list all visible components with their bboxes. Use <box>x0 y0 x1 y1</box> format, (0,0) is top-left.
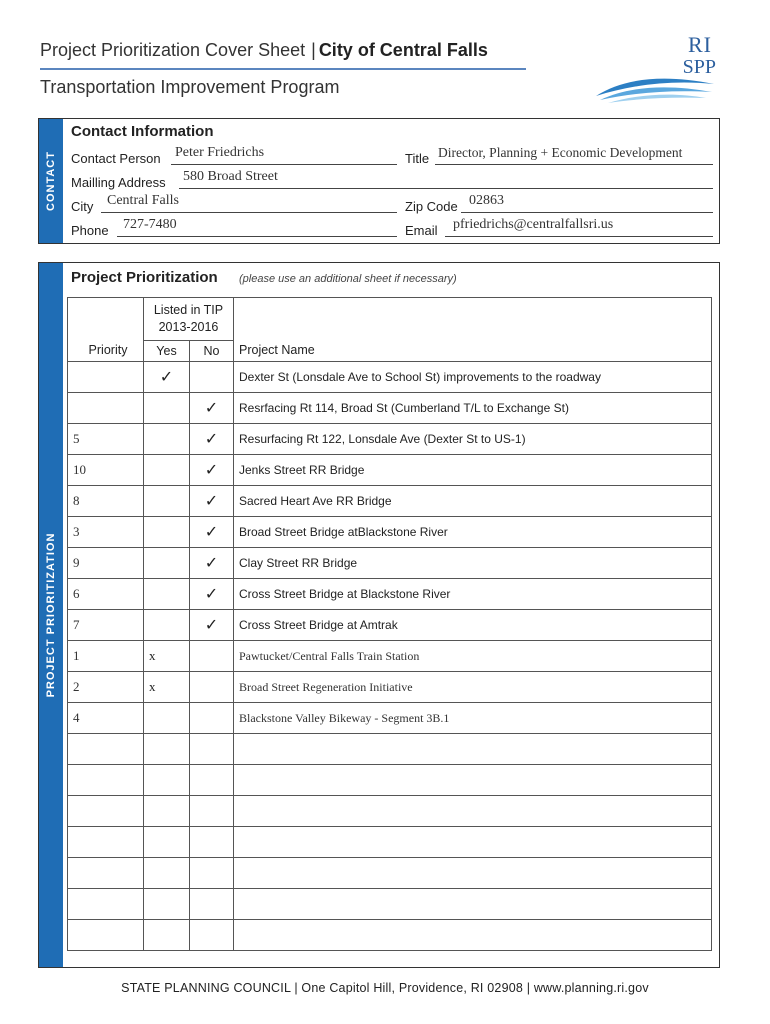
table-row <box>68 548 712 579</box>
table-header-row <box>68 298 712 341</box>
project-name-cell <box>234 889 712 920</box>
priority-cell <box>68 734 144 765</box>
yes-cell <box>144 610 190 641</box>
table-row <box>68 703 712 734</box>
table-row <box>68 734 712 765</box>
priority-cell: 2 <box>68 672 144 703</box>
priority-cell: 7 <box>68 610 144 641</box>
table-row <box>68 827 712 858</box>
prioritization-side-bar <box>39 263 63 967</box>
priority-cell: 6 <box>68 579 144 610</box>
project-name-cell <box>234 734 712 765</box>
no-header: No <box>190 341 234 362</box>
priority-cell <box>68 393 144 424</box>
no-cell <box>190 734 234 765</box>
priority-cell: 9 <box>68 548 144 579</box>
yes-cell <box>144 517 190 548</box>
table-row <box>68 641 712 672</box>
no-cell: ✓ <box>190 424 234 455</box>
no-cell <box>190 765 234 796</box>
project-name-cell: Sacred Heart Ave RR Bridge <box>234 486 712 517</box>
city-name: City of Central Falls <box>318 40 488 60</box>
table-row <box>68 765 712 796</box>
yes-header: Yes <box>144 341 190 362</box>
table-row <box>68 393 712 424</box>
yes-cell <box>144 858 190 889</box>
priority-cell: 5 <box>68 424 144 455</box>
table-row <box>68 424 712 455</box>
project-name-cell: Resrfacing Rt 114, Broad St (Cumberland T/L to Exchange St) <box>234 393 712 424</box>
yes-cell <box>144 548 190 579</box>
project-name-cell: Resurfacing Rt 122, Lonsdale Ave (Dexter St to US-1) <box>234 424 712 455</box>
no-cell <box>190 796 234 827</box>
contact-side-bar <box>39 119 63 243</box>
priority-cell <box>68 827 144 858</box>
yes-cell <box>144 703 190 734</box>
no-cell <box>190 889 234 920</box>
header-rule <box>40 68 526 70</box>
priority-cell <box>68 765 144 796</box>
address-value: 580 Broad Street <box>183 169 278 184</box>
priority-cell: 3 <box>68 517 144 548</box>
table-row <box>68 796 712 827</box>
page-subtitle: Transportation Improvement Program <box>40 77 340 97</box>
yes-cell <box>144 579 190 610</box>
listed-in-tip-header: Listed in TIP 2013-2016 <box>144 298 234 341</box>
project-rows <box>68 362 712 951</box>
priority-header: Priority <box>68 298 144 362</box>
project-name-cell <box>234 920 712 951</box>
project-name-cell: Cross Street Bridge at Amtrak <box>234 610 712 641</box>
table-row <box>68 672 712 703</box>
project-name-cell: Clay Street RR Bridge <box>234 548 712 579</box>
table-row <box>68 455 712 486</box>
priority-cell <box>68 796 144 827</box>
no-cell: ✓ <box>190 455 234 486</box>
no-cell: ✓ <box>190 548 234 579</box>
zip-value: 02863 <box>469 193 504 208</box>
contact-person-value: Peter Friedrichs <box>175 145 265 160</box>
project-name-cell: Broad Street Bridge atBlackstone River <box>234 517 712 548</box>
email-label: Email <box>405 223 438 238</box>
phone-value: 727-7480 <box>123 217 177 232</box>
prioritization-note: (please use an additional sheet if necessary) <box>239 273 457 285</box>
ri-spp-logo <box>594 26 724 104</box>
no-cell: ✓ <box>190 610 234 641</box>
no-cell <box>190 858 234 889</box>
priority-cell: 4 <box>68 703 144 734</box>
city-value: Central Falls <box>107 193 179 208</box>
yes-cell <box>144 920 190 951</box>
project-name-cell <box>234 858 712 889</box>
no-cell <box>190 641 234 672</box>
wave-icon <box>594 70 716 104</box>
table-row <box>68 610 712 641</box>
project-name-cell: Dexter St (Lonsdale Ave to School St) improvements to the roadway <box>234 362 712 393</box>
project-name-cell: Pawtucket/Central Falls Train Station <box>234 641 712 672</box>
prioritization-side-label: PROJECT PRIORITIZATION <box>45 532 57 698</box>
page-title <box>40 40 488 61</box>
priority-cell <box>68 362 144 393</box>
table-row <box>68 920 712 951</box>
table-row <box>68 486 712 517</box>
priority-cell <box>68 920 144 951</box>
priority-cell: 10 <box>68 455 144 486</box>
contact-side-label: CONTACT <box>45 151 57 211</box>
logo-spp-text: SPP <box>682 56 716 78</box>
yes-cell: x <box>144 672 190 703</box>
yes-cell <box>144 455 190 486</box>
project-name-cell <box>234 796 712 827</box>
no-cell <box>190 827 234 858</box>
table-row <box>68 889 712 920</box>
table-row <box>68 362 712 393</box>
yes-cell <box>144 827 190 858</box>
contact-section <box>38 118 720 244</box>
table-row <box>68 579 712 610</box>
no-cell: ✓ <box>190 486 234 517</box>
no-cell: ✓ <box>190 393 234 424</box>
city-label: City <box>71 199 94 214</box>
priority-cell <box>68 858 144 889</box>
priority-cell: 8 <box>68 486 144 517</box>
document-title: Project Prioritization Cover Sheet <box>40 40 306 60</box>
yes-cell <box>144 889 190 920</box>
zip-label: Zip Code <box>405 199 458 214</box>
contact-heading: Contact Information <box>71 123 214 140</box>
no-cell <box>190 703 234 734</box>
project-name-cell: Blackstone Valley Bikeway - Segment 3B.1 <box>234 703 712 734</box>
yes-cell <box>144 424 190 455</box>
title-separator: | <box>311 40 316 60</box>
project-name-cell: Cross Street Bridge at Blackstone River <box>234 579 712 610</box>
project-name-cell <box>234 765 712 796</box>
yes-cell <box>144 796 190 827</box>
contact-person-label: Contact Person <box>71 151 161 166</box>
email-value: pfriedrichs@centralfallsri.us <box>453 217 614 232</box>
no-cell <box>190 362 234 393</box>
prioritization-heading: Project Prioritization <box>71 269 218 286</box>
yes-cell <box>144 765 190 796</box>
priority-cell <box>68 889 144 920</box>
project-name-cell: Jenks Street RR Bridge <box>234 455 712 486</box>
yes-cell <box>144 393 190 424</box>
no-cell <box>190 920 234 951</box>
address-label: Mailling Address <box>71 175 166 190</box>
table-row <box>68 858 712 889</box>
project-name-cell <box>234 827 712 858</box>
yes-cell: ✓ <box>144 362 190 393</box>
logo-ri-text: RI <box>688 32 712 57</box>
title-value: Director, Planning + Economic Development <box>438 145 683 160</box>
table-row <box>68 517 712 548</box>
project-name-header: Project Name <box>234 298 712 362</box>
priority-cell: 1 <box>68 641 144 672</box>
title-label: Title <box>405 151 430 166</box>
prioritization-section <box>38 262 720 968</box>
yes-cell: x <box>144 641 190 672</box>
phone-label: Phone <box>71 223 109 238</box>
no-cell <box>190 672 234 703</box>
project-name-cell: Broad Street Regeneration Initiative <box>234 672 712 703</box>
no-cell: ✓ <box>190 517 234 548</box>
project-table <box>67 297 712 951</box>
yes-cell <box>144 734 190 765</box>
yes-cell <box>144 486 190 517</box>
footer-text: STATE PLANNING COUNCIL | One Capitol Hill, Providence, RI 02908 | www.planning.ri.gov <box>121 981 649 995</box>
no-cell: ✓ <box>190 579 234 610</box>
